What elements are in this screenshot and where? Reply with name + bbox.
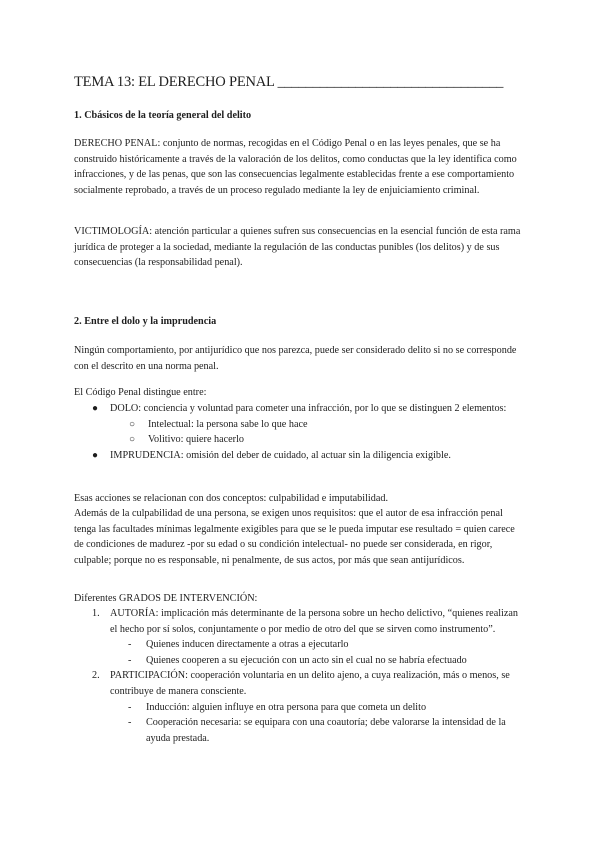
definition-participacion: : cooperación voluntaria en un delito ajeno, a cuya realización, más o menos, se contribuye de manera consciente.: [110, 670, 510, 697]
bullet-list: [74, 401, 526, 463]
definition-dolo: : conciencia y voluntad para cometer una infracción, por lo que se distinguen 2 elementos:: [138, 403, 507, 414]
term-dolo: DOLO: [110, 403, 139, 414]
bullet-circle-icon: ○: [129, 418, 136, 430]
bullet-circle-icon: ○: [129, 434, 136, 446]
paragraph-codigo-penal-intro: El Código Penal distingue entre:: [74, 387, 207, 398]
definition-imprudencia: : omisión del deber de cuidado, al actuar sin la diligencia exigible.: [180, 449, 451, 461]
list-item-participacion: [74, 668, 526, 699]
list-number: 2.: [92, 670, 100, 682]
list-item-dolo: [74, 401, 526, 417]
definition-autoria: : implicación más determinante de la persona sobre un hecho delictivo, “quienes realizan el hecho por sí solos, conjuntamente o por medio de otro del que se sirven como instrumento”.: [110, 608, 519, 635]
definition-derecho-penal: : conjunto de normas, recogidas en el Código Penal o en las leyes penales, que se ha construido históricamente a través de la valoración de los delitos, como conductas que la ley identifica como infracciones, y de las penas, que son las consecuencias legalmente establecidas frente a ese comportamiento socialmente reprobado, a través de un proceso regulado mediante la ley de enjuiciamiento criminal.: [74, 138, 517, 196]
dash-icon: -: [128, 654, 132, 666]
bullet-dot-icon: ●: [92, 449, 99, 461]
term-autoria: AUTORÍA: [110, 608, 156, 619]
term-imprudencia: IMPRUDENCIA: [110, 449, 181, 461]
sub-item-participacion-1: [74, 700, 526, 716]
list-item-imprudencia: [74, 448, 526, 464]
section-2-heading: 2. Entre el dolo y la imprudencia: [74, 316, 217, 327]
sub-item-text: Quienes inducen directamente a otras a ejecutarlo: [146, 639, 349, 651]
paragraph-derecho-penal: [74, 136, 526, 198]
sub-item-autoria-1: [74, 637, 526, 653]
paragraph-culpabilidad: Esas acciones se relacionan con dos conceptos: culpabilidad e imputabilidad.: [74, 493, 389, 504]
term-participacion: PARTICIPACIÓN: [110, 670, 186, 682]
paragraph-ningun-comportamiento: Ningún comportamiento, por antijurídico que nos parezca, puede ser considerado delito si no se corresponde con el descrito en una norma penal.: [74, 345, 517, 372]
term-derecho-penal: DERECHO PENAL: [74, 138, 158, 149]
term-victimologia: VICTIMOLOGÍA: [74, 226, 150, 237]
paragraph-requisitos: Además de la culpabilidad de una persona, se exigen unos requisitos: que el autor de esa infracción penal tenga las facultades mínimas legalmente exigibles para que se le pueda imputar ese resultado = quien carece de condiciones de madurez -por su edad o su condición intelectual- no puede ser considerada, en rigor, culpable; porque no es responsable, ni penalmente, de sus actos, por más que sean antijurídicos.: [74, 508, 515, 566]
dash-icon: -: [128, 701, 132, 713]
sub-item-text: Cooperación necesaria: se equipara con una coautoría; debe valorarse la intensidad de la ayuda prestada.: [146, 717, 506, 744]
sub-item-participacion-2: [74, 715, 526, 746]
dash-icon: -: [128, 717, 132, 729]
paragraph-victimologia: [74, 224, 526, 271]
list-item-autoria: [74, 606, 526, 637]
grados-list: [74, 606, 526, 746]
sub-item-text: Inducción: alguien influye en otra persona para que cometa un delito: [146, 701, 427, 713]
section-1-heading: 1. Cbásicos de la teoría general del delito: [74, 110, 252, 121]
page-title: TEMA 13: EL DERECHO PENAL ________________________________: [74, 74, 504, 90]
definition-victimologia: : atención particular a quienes sufren sus consecuencias en la esencial función de esta rama jurídica de proteger a la sociedad, mediante la regulación de las conductas punibles (los delitos) y de sus consecuencias (la responsabilidad penal).: [74, 226, 521, 269]
grados-title: Diferentes GRADOS DE INTERVENCIÓN:: [74, 593, 258, 604]
sub-item-text: Intelectual: la persona sabe lo que hace: [148, 418, 308, 430]
list-number: 1.: [92, 608, 100, 619]
dash-icon: -: [128, 639, 132, 651]
sub-item-autoria-2: [74, 653, 526, 669]
sub-item-text: Quienes cooperen a su ejecución con un acto sin el cual no se habría efectuado: [146, 654, 467, 666]
sub-item-text: Volitivo: quiere hacerlo: [148, 434, 244, 446]
bullet-dot-icon: ●: [92, 403, 99, 414]
list-item-intelectual: [74, 417, 526, 433]
list-item-volitivo: [74, 432, 526, 448]
